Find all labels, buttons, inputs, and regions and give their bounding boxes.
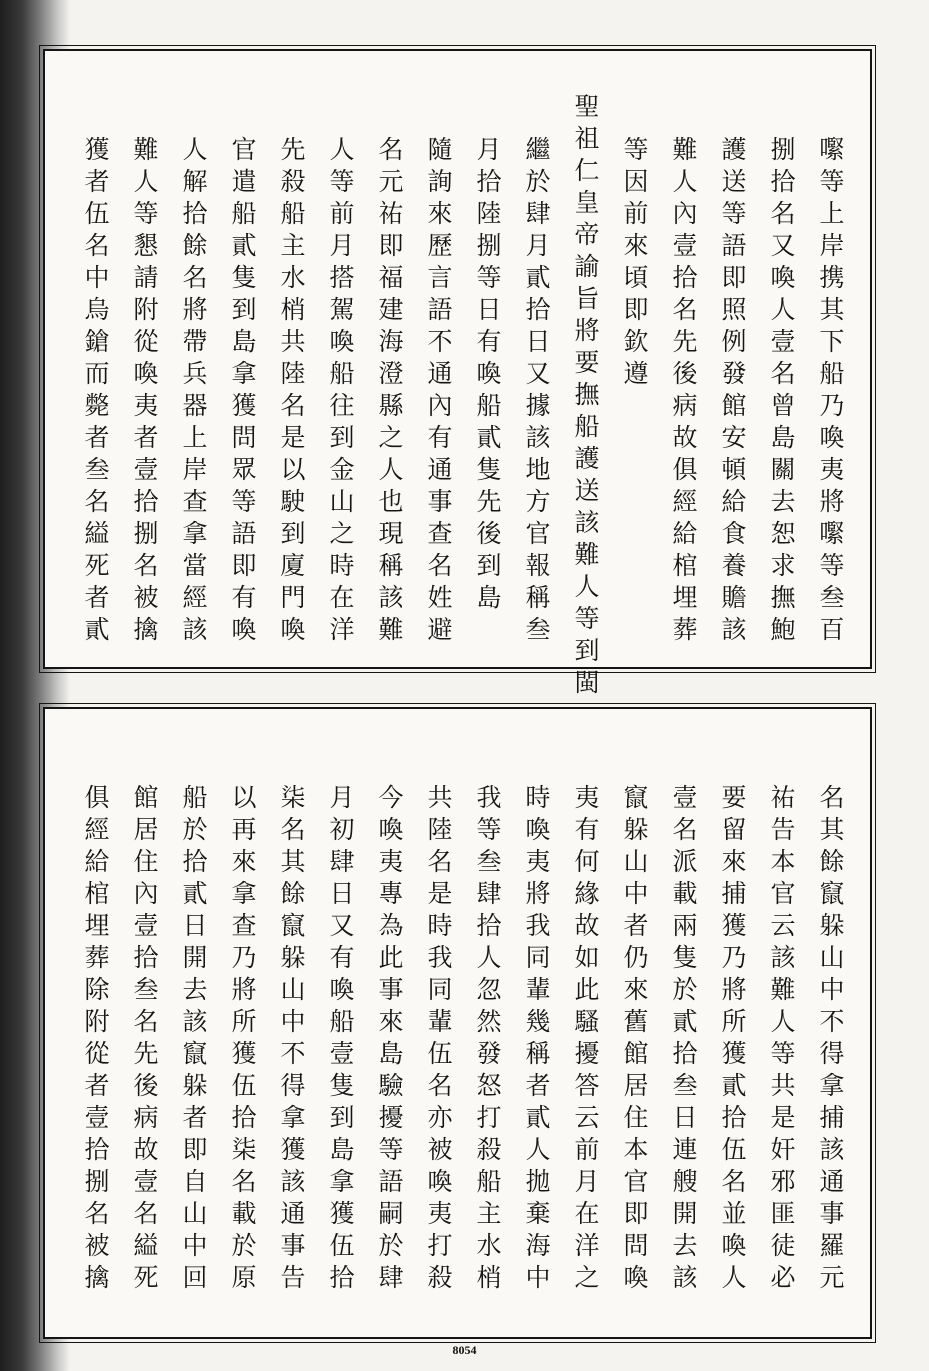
text-column: 俱經給棺埋葬除附從者壹拾捌名被擒 <box>81 784 110 1296</box>
text-column: 獲者伍名中烏鎗而斃者叁名縊死者貳 <box>81 136 110 648</box>
text-column: 名元祐即福建海澄縣之人也現稱該難 <box>375 136 404 648</box>
text-column: 聖祖仁皇帝諭旨將要撫船護送該難人等到閩 <box>571 93 600 701</box>
text-column: 人解拾餘名將帶兵器上岸查拿當經該 <box>179 136 208 648</box>
text-column: 要留來捕獲乃將所獲貳拾伍名並喚人 <box>718 784 747 1296</box>
text-column: 人等前月搭駕喚船往到金山之時在洋 <box>326 136 355 648</box>
top-text-panel <box>43 49 872 701</box>
text-column: 祐告本官云該難人等共是奸邪匪徒必 <box>767 784 796 1296</box>
text-column: 夷有何緣故如此騷擾答云前月在洋之 <box>571 784 600 1296</box>
text-column: 月拾陸捌等日有喚船貳隻先後到島 <box>473 136 502 616</box>
text-column: 難人內壹拾名先後病故俱經給棺埋葬 <box>669 136 698 648</box>
text-column: 𡁵等上岸携其下船乃喚夷將𡁵等叁百 <box>816 136 845 648</box>
text-column: 時喚夷將我同輩幾稱者貳人拋棄海中 <box>522 784 551 1296</box>
text-column: 捌拾名又喚人壹名曾島關去恕求撫鮑 <box>767 136 796 648</box>
text-column: 壹名派載兩隻於貳拾叁日連艘開去該 <box>669 784 698 1296</box>
text-column: 月初肆日又有喚船壹隻到島拿獲伍拾 <box>326 784 355 1296</box>
text-column: 等因前來頃即欽遵 <box>620 136 649 392</box>
text-column: 繼於肆月貳拾日又據該地方官報稱叁 <box>522 136 551 648</box>
bottom-text-panel <box>43 707 872 1339</box>
text-column: 柒名其餘竄躲山中不得拿獲該通事告 <box>277 784 306 1296</box>
text-column: 館居住內壹拾叁名先後病故壹名縊死 <box>130 784 159 1296</box>
text-column: 竄躲山中者仍來舊館居住本官即問喚 <box>620 784 649 1296</box>
text-column: 官遣船貳隻到島拿獲問眾等語即有喚 <box>228 136 257 648</box>
page-number: 8054 <box>452 1343 477 1357</box>
text-column: 我等叁肆拾人忽然發怒打殺船主水梢 <box>473 784 502 1296</box>
text-column: 共陸名是時我同輩伍名亦被喚夷打殺 <box>424 784 453 1296</box>
text-column: 今喚夷專為此事來島驗擾等語嗣於肆 <box>375 784 404 1296</box>
text-column: 以再來拿查乃將所獲伍拾柒名載於原 <box>228 784 257 1296</box>
text-column: 先殺船主水梢共陸名是以駛到廈門喚 <box>277 136 306 648</box>
text-column: 護送等語即照例發館安頓給食養贍該 <box>718 136 747 648</box>
text-column: 船於拾貳日開去該竄躲者即自山中回 <box>179 784 208 1296</box>
text-column: 難人等懇請附從喚夷者壹拾捌名被擒 <box>130 136 159 648</box>
text-column: 隨詢來歷言語不通內有通事查名姓避 <box>424 136 453 648</box>
text-column: 名其餘竄躲山中不得拿捕該通事羅元 <box>816 784 845 1296</box>
